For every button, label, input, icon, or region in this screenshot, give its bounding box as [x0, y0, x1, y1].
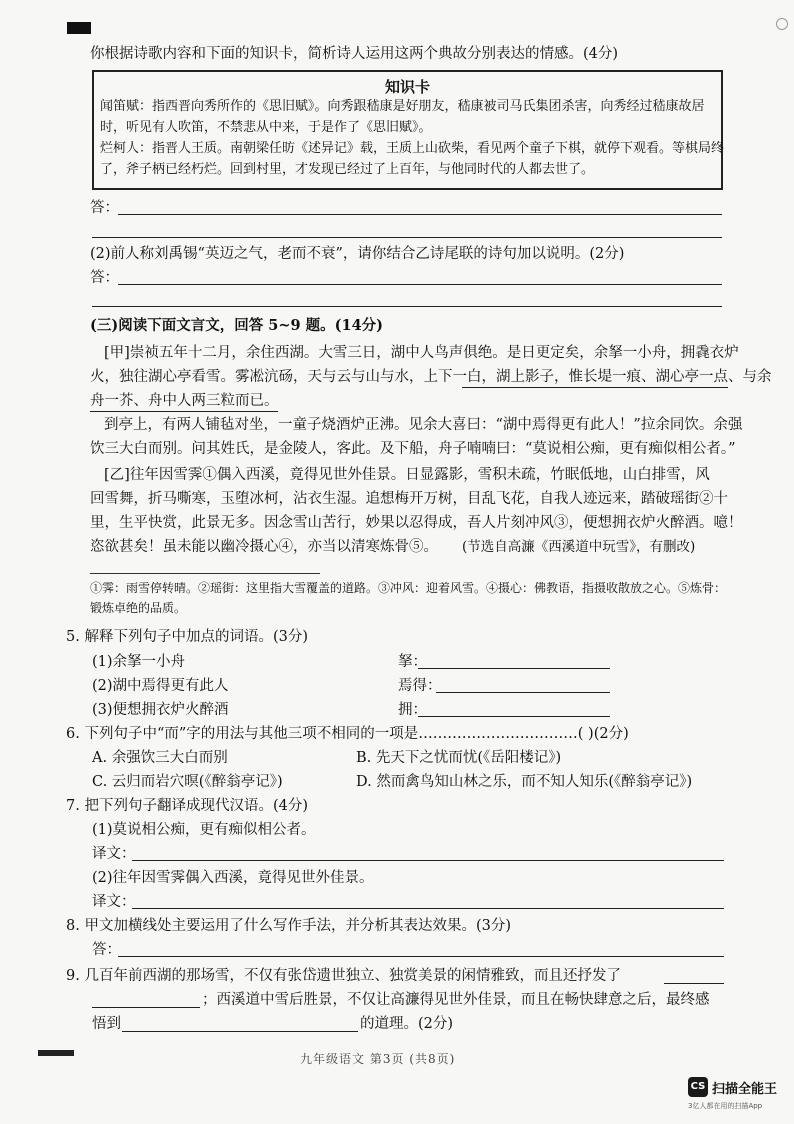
passage-jia-line: 饮三大白而别。问其姓氏，是金陵人，客此。及下船，舟子喃喃曰：“莫说相公痴，更有痴似相公者。”	[90, 441, 736, 457]
q5-sentence: (2)湖中焉得更有此人	[92, 678, 229, 694]
passage-source: (节选自高濂《西溪道中玩雪》，有删改)	[462, 539, 696, 555]
q6-option-a[interactable]: A. 余强饮三大白而别	[92, 750, 228, 766]
scan-bottom-mark	[38, 1050, 74, 1056]
passage-jia-line: [甲]崇祯五年十二月，余住西湖。大雪三日，湖中人鸟声俱绝。是日更定矣，余拏一小舟，拥毳衣炉	[104, 345, 739, 361]
footnote-line: 锻炼卓绝的品质。	[90, 601, 187, 615]
answer-label: 答：	[90, 270, 119, 286]
passage-jia-line: 到亭上，有两人铺毡对坐，一童子烧酒炉正沸。见余大喜曰：“湖中焉得更有此人！”拉余同饮。余强	[104, 417, 743, 433]
scanner-logo-icon: CS	[688, 1077, 708, 1097]
footnote-line: ①霁：雨雪停转晴。②瑶街：这里指大雪覆盖的道路。③冲风：迎着风雪。④摄心：佛教语，指摄收散放之心。⑤炼骨：	[90, 581, 727, 595]
scan-dot-mark	[776, 18, 788, 30]
q7-translation-label: 译文：	[92, 894, 136, 910]
q7-translation-label: 译文：	[92, 846, 136, 862]
q7-answer-line[interactable]	[132, 860, 724, 861]
question-9-line: 9. 几百年前西湖的那场雪，不仅有张岱遗世独立、独赏美景的闲情雅致，而且还抒发了	[66, 968, 621, 984]
question-2: (2)前人称刘禹锡“英迈之气，老而不衰”，请你结合乙诗尾联的诗句加以说明。(2分)	[90, 246, 625, 262]
answer-label: 答：	[92, 942, 121, 958]
q5-answer-line[interactable]	[436, 692, 610, 693]
passage-jia-line: 火，独往湖心亭看雪。雾凇沆砀，天与云与山与水，上下一白，湖上影子，惟长堤一痕、湖心亭一点、与余	[90, 369, 772, 385]
scan-corner-mark	[67, 22, 91, 34]
knowledge-card	[92, 70, 723, 190]
q8-answer-line[interactable]	[118, 956, 724, 957]
passage-jia-line: 舟一芥、舟中人两三粒而已。	[90, 393, 279, 409]
passage-yi-line: [乙]往年因雪霁①偶入西溪，竟得见世外佳景。日显露影，雪积未疏，竹眠低地，山白排雪，风	[104, 467, 710, 483]
scanner-slogan: 3亿人都在用的扫描App	[688, 1102, 763, 1110]
q6-option-d[interactable]: D. 然而禽鸟知山林之乐，而不知人知乐(《醉翁亭记》)	[356, 774, 693, 790]
question-9-line: ；西溪道中雪后胜景，不仅让高濂得见世外佳景，而且在畅快肆意之后，最终感	[202, 992, 710, 1008]
card-line: 了，斧子柄已经朽烂。回到村里，才发现已经过了上百年，与他同时代的人都去世了。	[100, 162, 595, 177]
q9-answer-line[interactable]	[664, 983, 724, 984]
question-5-stem: 5. 解释下列句子中加点的词语。(3分)	[66, 629, 308, 645]
q5-key-word: 拥：	[398, 702, 427, 718]
passage-yi-line: 回雪舞，折马嘶寒，玉堕冰柯，沾衣生湿。追想梅开万树，目乱飞花，自我人迹远来，踏破瑶街②十	[90, 491, 728, 507]
page-number: 九年级语文 第3页 (共8页)	[300, 1052, 456, 1066]
scanner-app-name: 扫描全能王	[712, 1082, 778, 1097]
passage-yi-line: 恣欲甚矣！虽未能以幽冷摄心④，亦当以清寒炼骨⑤。	[90, 539, 438, 555]
q5-sentence: (3)便想拥衣炉火醉酒	[92, 702, 229, 718]
knowledge-card-title: 知识卡	[384, 78, 430, 96]
q5-sentence: (1)余拏一小舟	[92, 654, 186, 670]
answer-line[interactable]	[92, 237, 722, 238]
answer-label: 答：	[90, 200, 119, 216]
q9-answer-line[interactable]	[122, 1031, 358, 1032]
passage-underline	[90, 411, 278, 412]
q5-answer-line[interactable]	[418, 668, 610, 669]
answer-line[interactable]	[118, 284, 722, 285]
question-intro: 你根据诗歌内容和下面的知识卡，简析诗人运用这两个典故分别表达的情感。(4分)	[90, 46, 619, 62]
section-3-title: (三)阅读下面文言文，回答 5~9 题。(14分)	[90, 317, 384, 334]
answer-line[interactable]	[118, 214, 722, 215]
q5-key-word: 拏：	[398, 654, 427, 670]
scanner-watermark	[688, 1077, 788, 1117]
question-9-line: 的道理。(2分)	[360, 1016, 454, 1032]
q7-sentence: (2)往年因雪霁偶入西溪，竟得见世外佳景。	[92, 870, 374, 886]
q6-option-c[interactable]: C. 云归而岩穴暝(《醉翁亭记》)	[92, 774, 283, 790]
question-8-stem: 8. 甲文加横线处主要运用了什么写作手法，并分析其表达效果。(3分)	[66, 918, 511, 934]
passage-underline	[462, 387, 728, 388]
question-9-line: 悟到	[92, 1016, 121, 1032]
card-line: 时，听见有人吹笛，不禁悲从中来，于是作了《思旧赋》。	[100, 120, 432, 135]
question-7-stem: 7. 把下列句子翻译成现代汉语。(4分)	[66, 798, 308, 814]
footnote-rule	[90, 573, 320, 574]
q7-answer-line[interactable]	[132, 908, 724, 909]
card-line: 闻笛赋：指西晋向秀所作的《思旧赋》。向秀跟嵇康是好朋友，嵇康被司马氏集团杀害，向秀经过嵇康故居	[100, 99, 705, 114]
passage-yi-line: 里，生平快赏，此景无多。因念雪山苦行，妙果以忍得成，吾人片刻冲风③，便想拥衣炉火醉酒。噫！	[90, 515, 743, 531]
question-6-stem: 6. 下列句子中“而”字的用法与其他三项不相同的一项是……………………………( )(2分)	[66, 726, 629, 742]
q5-key-word: 焉得：	[398, 678, 442, 694]
q9-answer-line[interactable]	[92, 1007, 200, 1008]
q6-option-b[interactable]: B. 先天下之忧而忧(《岳阳楼记》)	[356, 750, 562, 766]
q7-sentence: (1)莫说相公痴，更有痴似相公者。	[92, 822, 316, 838]
card-line: 烂柯人：指晋人王质。南朝梁任昉《述异记》载，王质上山砍柴，看见两个童子下棋，就停下观看。等棋局终	[100, 141, 725, 156]
q5-answer-line[interactable]	[418, 716, 610, 717]
answer-line[interactable]	[92, 306, 722, 307]
